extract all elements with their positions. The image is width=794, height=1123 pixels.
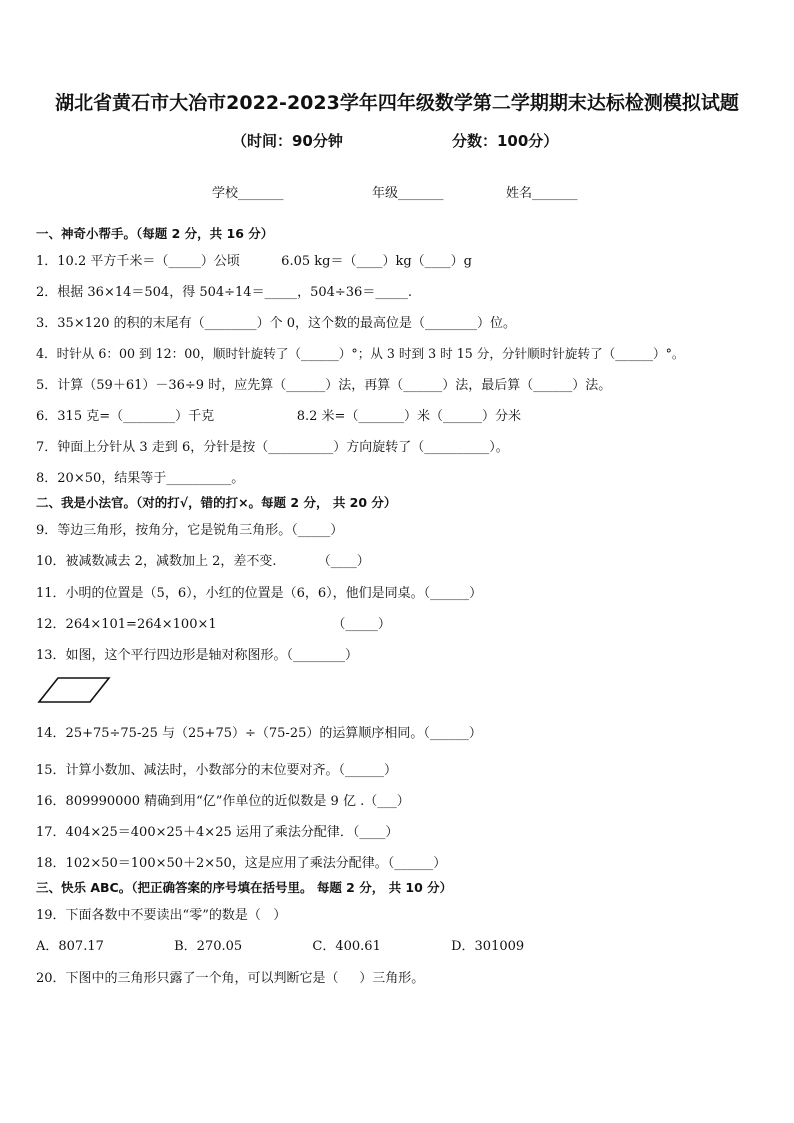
page-title: 湖北省黄石市大冶市2022-2023学年四年级数学第二学期期末达标检测模拟试题: [55, 92, 739, 114]
school-field: 学校_______: [212, 186, 284, 201]
question-19: 19．下面各数中不要读出“零”的数是（ ）: [36, 908, 287, 923]
question-17: 17．404×25＝400×25＋4×25 运用了乘法分配律．（____）: [36, 825, 399, 840]
exam-time: （时间：90分钟: [232, 132, 343, 150]
section-1-heading: 一、神奇小帮手。（每题 2 分，共 16 分）: [36, 226, 274, 241]
question-11: 11．小明的位置是（5，6），小红的位置是（6，6），他们是同桌。（______）: [36, 586, 483, 601]
question-10: 10．被减数减去 2，减数加上 2，差不变. （____）: [36, 554, 370, 569]
exam-score: 分数：100分）: [452, 132, 559, 150]
question-14: 14．25+75÷75-25 与（25+75）÷（75-25）的运算顺序相同。（______）: [36, 726, 482, 741]
question-3: 3．35×120 的积的末尾有（________）个 0，这个数的最高位是（________）位。: [36, 316, 517, 331]
question-18: 18．102×50＝100×50＋2×50，这是应用了乘法分配律。（______）: [36, 856, 447, 871]
question-1: 1．10.2 平方千米＝（_____）公顷 6.05 kg＝（____）kg（____）g: [36, 254, 472, 269]
question-2: 2．根据 36×14＝504，得 504÷14＝_____，504÷36＝_____.: [36, 285, 412, 300]
question-9: 9．等边三角形，按角分，它是锐角三角形。（_____）: [36, 523, 344, 538]
section-2-heading: 二、我是小法官。（对的打√，错的打×。每题 2 分， 共 20 分）: [36, 495, 397, 510]
question-8: 8．20×50，结果等于__________。: [36, 471, 245, 486]
question-7: 7．钟面上分针从 3 走到 6，分针是按（__________）方向旋转了（__________）。: [36, 440, 509, 455]
grade-field: 年级_______: [372, 186, 444, 201]
question-12: 12．264×101=264×100×1 （_____）: [36, 617, 391, 632]
section-3-heading: 三、快乐 ABC。（把正确答案的序号填在括号里。 每题 2 分， 共 10 分）: [36, 880, 453, 895]
question-16: 16．809990000 精确到用“亿”作单位的近似数是 9 亿 .（___）: [36, 794, 410, 809]
question-19-options: A．807.17 B．270.05 C．400.61 D．301009: [36, 939, 525, 954]
name-field: 姓名_______: [506, 186, 578, 201]
question-15: 15．计算小数加、减法时，小数部分的末位要对齐。（______）: [36, 763, 398, 778]
question-5: 5．计算（59＋61）－36÷9 时，应先算（______）法，再算（______）法，最后算（______）法。: [36, 378, 612, 393]
question-6: 6．315 克=（________）千克 8.2 米=（_______）米（______）分米: [36, 409, 521, 424]
parallelogram-figure: [36, 676, 112, 704]
question-20: 20．下图中的三角形只露了一个角，可以判断它是（ ）三角形。: [36, 971, 425, 986]
question-13: 13．如图，这个平行四边形是轴对称图形。（________）: [36, 648, 359, 663]
question-4: 4．时针从 6：00 到 12：00，顺时针旋转了（______）°；从 3 时到 3 时 15 分，分针顺时针旋转了（______）°。: [36, 346, 685, 361]
